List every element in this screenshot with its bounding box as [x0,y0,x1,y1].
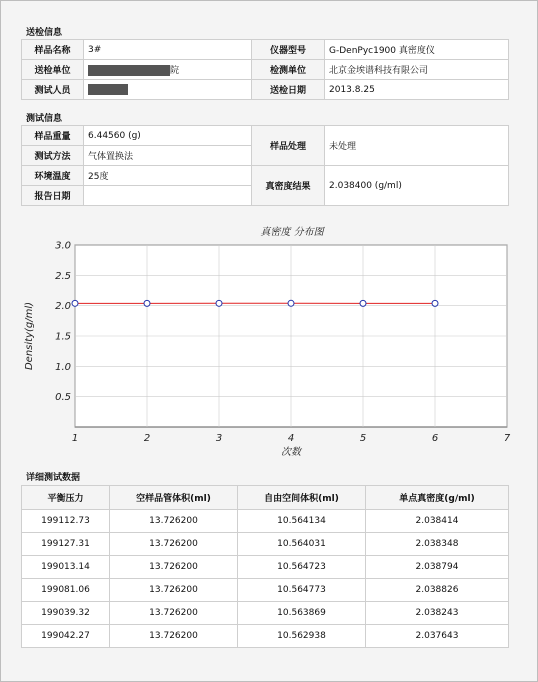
sample-name-label: 样品名称 [22,40,84,60]
x-tick-label: 6 [431,433,439,444]
chart-title: 真密度 分布图 [260,227,324,238]
table-row [22,625,509,648]
cell-density: 2.038243 [366,602,509,625]
col-header-free-volume: 自由空间体积(ml) [238,486,366,510]
cell-pressure: 199112.73 [22,510,110,533]
cell-empty-volume: 13.726200 [110,556,238,579]
redaction-block [88,84,128,95]
report-date-value [84,186,252,206]
cell-empty-volume: 13.726200 [110,625,238,648]
cell-free-volume: 10.564773 [238,579,366,602]
instrument-model-value: G-DenPyc1900 真密度仪 [325,40,509,60]
y-tick-label: 3.0 [55,240,71,252]
table-row [22,126,509,146]
table-row [22,60,509,80]
cell-density: 2.037643 [366,625,509,648]
y-tick-label: 1.0 [55,361,71,373]
x-tick-label: 2 [143,433,151,444]
col-header-empty-volume: 空样品管体积(ml) [110,486,238,510]
tester-label: 测试人员 [22,80,84,100]
test-section-title: 测试信息 [26,114,63,124]
cell-free-volume: 10.564031 [238,533,366,556]
cell-density: 2.038414 [366,510,509,533]
table-row [22,602,509,625]
table-row [22,533,509,556]
ambient-temp-value: 25度 [84,166,252,186]
submitter-unit-tail: 院 [170,66,180,76]
x-tick-label: 4 [287,433,295,444]
test-method-value: 气体置换法 [84,146,252,166]
col-header-density: 单点真密度(g/ml) [366,486,509,510]
table-row [22,510,509,533]
cell-free-volume: 10.564723 [238,556,366,579]
testing-unit-label: 检测单位 [252,60,325,80]
cell-pressure: 199039.32 [22,602,110,625]
cell-density: 2.038348 [366,533,509,556]
y-tick-label: 0.5 [55,392,71,404]
submission-table [21,39,509,100]
x-axis-label: 次数 [281,447,301,458]
data-point [432,300,438,306]
data-point [360,300,366,306]
y-axis-label: Density(g/ml) [24,301,35,371]
testing-unit-value: 北京金埃谱科技有限公司 [325,60,509,80]
density-chart [0,215,538,465]
cell-pressure: 199127.31 [22,533,110,556]
table-row [22,556,509,579]
true-density-label: 真密度结果 [252,166,325,206]
data-point [72,300,78,306]
cell-density: 2.038794 [366,556,509,579]
y-tick-label: 2.0 [55,301,71,313]
y-tick-label: 2.5 [55,270,71,282]
submitter-unit-label: 送检单位 [22,60,84,80]
cell-free-volume: 10.564134 [238,510,366,533]
instrument-model-label: 仪器型号 [252,40,325,60]
test-method-label: 测试方法 [22,146,84,166]
x-tick-label: 3 [215,433,223,444]
table-row [22,40,509,60]
data-point [288,300,294,306]
x-tick-label: 1 [71,433,79,444]
x-tick-label: 7 [503,433,511,444]
detail-section-title: 详细测试数据 [26,473,81,483]
cell-empty-volume: 13.726200 [110,579,238,602]
redaction-block [88,65,170,76]
cell-empty-volume: 13.726200 [110,510,238,533]
cell-empty-volume: 13.726200 [110,602,238,625]
cell-free-volume: 10.563869 [238,602,366,625]
cell-empty-volume: 13.726200 [110,533,238,556]
cell-free-volume: 10.562938 [238,625,366,648]
submission-date-label: 送检日期 [252,80,325,100]
data-point [216,300,222,306]
ambient-temp-label: 环境温度 [22,166,84,186]
test-table [21,125,509,206]
x-axis-ticks [72,433,511,444]
detail-table [21,485,509,648]
sample-weight-label: 样品重量 [22,126,84,146]
submission-section-title: 送检信息 [26,28,63,38]
y-tick-label: 1.5 [55,331,71,343]
x-tick-label: 5 [359,433,367,444]
sample-treatment-value: 未处理 [325,126,509,166]
table-row [22,166,509,186]
sample-weight-value: 6.44560 (g) [84,126,252,146]
sample-name-value: 3# [84,40,252,60]
submitter-unit-value [84,60,252,80]
tester-value [84,80,252,100]
data-point [144,300,150,306]
table-header-row [22,486,509,510]
report-date-label: 报告日期 [22,186,84,206]
table-row [22,80,509,100]
cell-pressure: 199042.27 [22,625,110,648]
true-density-value: 2.038400 (g/ml) [325,166,509,206]
table-row [22,579,509,602]
cell-pressure: 199081.06 [22,579,110,602]
submission-date-value: 2013.8.25 [325,80,509,100]
cell-pressure: 199013.14 [22,556,110,579]
cell-density: 2.038826 [366,579,509,602]
y-axis-ticks [55,241,71,404]
sample-treatment-label: 样品处理 [252,126,325,166]
col-header-pressure: 平衡压力 [22,486,110,510]
